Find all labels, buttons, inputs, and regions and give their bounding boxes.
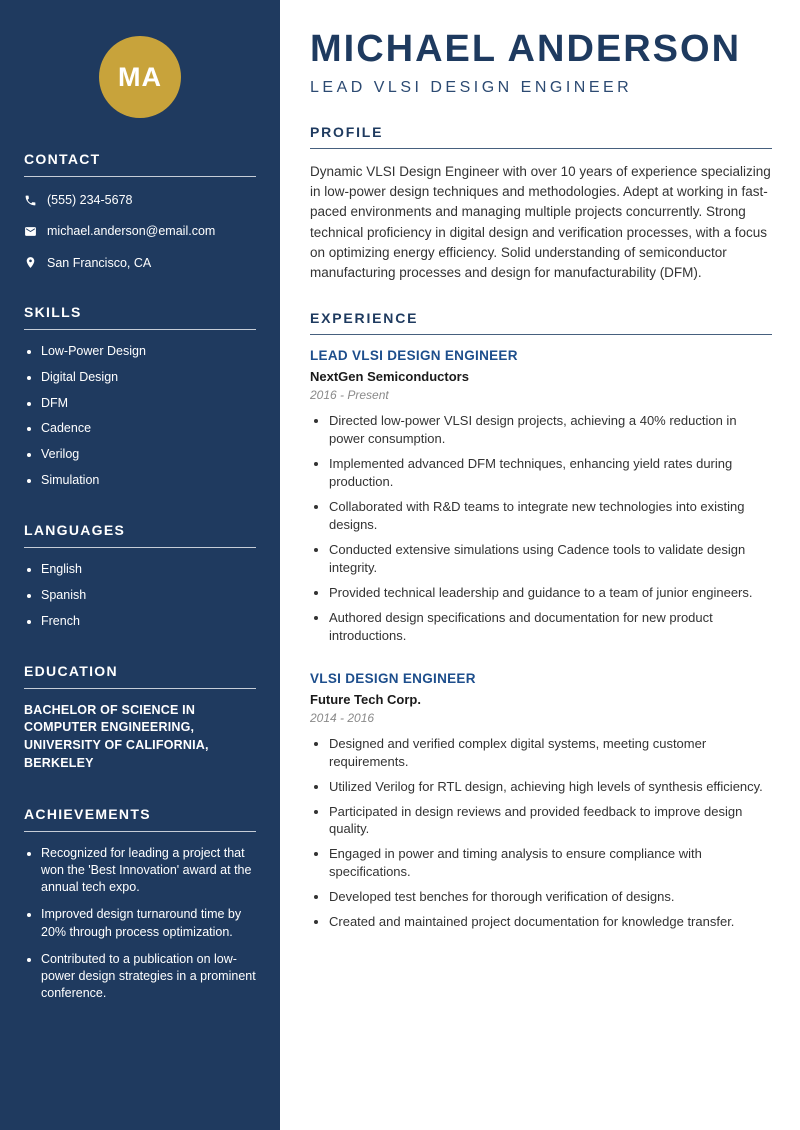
job-bullet: • Utilized Verilog for RTL design, achieving high levels of synthesis efficiency.: [329, 778, 772, 796]
skill-item: • Simulation: [41, 472, 256, 489]
avatar: [99, 36, 181, 118]
achievements-list: [24, 845, 256, 1003]
education-section: [24, 663, 256, 773]
language-item: • French: [41, 613, 256, 630]
profile-text: Dynamic VLSI Design Engineer with over 10 years of experience specializing in low-power design techniques and methodologies. Adept at working in fast-paced environments and managing multiple projects concurrently. Strong technical proficiency in digital design and verification processes, with a focus on optimizing energy efficiency. Solid understanding of semiconductor manufacturing processes and design for manufacturability (DFM).: [310, 163, 771, 281]
skill-item: • Digital Design: [41, 369, 256, 386]
education-heading: EDUCATION: [24, 663, 256, 689]
skill-item: • DFM: [41, 395, 256, 412]
email-icon: [24, 225, 37, 238]
person-title: LEAD VLSI DESIGN ENGINEER: [310, 78, 633, 96]
skill-item: • Cadence: [41, 420, 256, 437]
sidebar: [0, 0, 280, 1130]
contact-item-location: [24, 255, 256, 271]
education-text: BACHELOR OF SCIENCE IN COMPUTER ENGINEERING, UNIVERSITY OF CALIFORNIA, BERKELEY: [24, 702, 209, 770]
languages-heading: LANGUAGES: [24, 522, 256, 548]
job-role: VLSI DESIGN ENGINEER: [310, 670, 476, 686]
job-bullet: • Directed low-power VLSI design projects, achieving a 40% reduction in power consumption.: [329, 412, 772, 448]
experience-section: [310, 310, 772, 931]
achievement-item: • Improved design turnaround time by 20% through process optimization.: [41, 906, 256, 941]
achievement-item: • Recognized for leading a project that won the 'Best Innovation' award at the annual tech expo.: [41, 845, 256, 897]
contact-item-email: [24, 223, 256, 239]
job-bullet: • Designed and verified complex digital systems, meeting customer requirements.: [329, 735, 772, 771]
languages-section: [24, 522, 256, 630]
job-bullet-list: [310, 412, 772, 644]
job-dates: 2016 - Present: [310, 388, 389, 403]
contact-location-text: San Francisco, CA: [47, 255, 152, 270]
language-item: • Spanish: [41, 587, 256, 604]
person-name: MICHAEL ANDERSON: [310, 28, 742, 70]
experience-heading: EXPERIENCE: [310, 310, 772, 335]
language-item: • English: [41, 561, 256, 578]
achievement-item: • Contributed to a publication on low-power design strategies in a prominent conference.: [41, 951, 256, 1003]
job-bullet: • Conducted extensive simulations using Cadence tools to validate design integrity.: [329, 541, 772, 577]
skill-item: • Verilog: [41, 446, 256, 463]
skills-heading: SKILLS: [24, 304, 256, 330]
profile-heading: PROFILE: [310, 124, 772, 149]
job-bullet-list: [310, 735, 772, 931]
job-dates: 2014 - 2016: [310, 710, 375, 725]
skill-item: • Low-Power Design: [41, 343, 256, 360]
achievements-heading: ACHIEVEMENTS: [24, 806, 256, 832]
job-bullet: • Implemented advanced DFM techniques, enhancing yield rates during production.: [329, 455, 772, 491]
contact-item-phone: [24, 192, 256, 208]
job-entry: [310, 348, 772, 644]
skills-section: [24, 304, 256, 489]
profile-section: [310, 124, 772, 284]
job-bullet: • Collaborated with R&D teams to integrate new technologies into existing designs.: [329, 498, 772, 534]
contact-phone-text: (555) 234-5678: [47, 193, 133, 207]
job-bullet: • Participated in design reviews and provided feedback to improve design quality.: [329, 803, 772, 839]
contact-email-text: michael.anderson@email.com: [47, 224, 216, 239]
job-entry: [310, 671, 772, 931]
job-bullet: • Created and maintained project documentation for knowledge transfer.: [329, 913, 772, 931]
location-icon: [24, 256, 37, 269]
job-role: LEAD VLSI DESIGN ENGINEER: [310, 348, 518, 364]
skills-list: [24, 343, 256, 489]
job-bullet: • Authored design specifications and documentation for new product introductions.: [329, 609, 772, 645]
job-bullet: • Engaged in power and timing analysis to ensure compliance with specifications.: [329, 845, 772, 881]
job-bullet: • Developed test benches for thorough verification of designs.: [329, 888, 772, 906]
job-bullet: • Provided technical leadership and guidance to a team of junior engineers.: [329, 584, 772, 602]
achievements-section: [24, 806, 256, 1003]
contact-section: [24, 151, 256, 271]
phone-icon: [24, 194, 37, 207]
job-company: NextGen Semiconductors: [310, 369, 469, 385]
main-content: [280, 0, 800, 1130]
contact-heading: CONTACT: [24, 151, 256, 177]
languages-list: [24, 561, 256, 630]
avatar-initials: MA: [118, 61, 162, 92]
job-company: Future Tech Corp.: [310, 691, 421, 707]
